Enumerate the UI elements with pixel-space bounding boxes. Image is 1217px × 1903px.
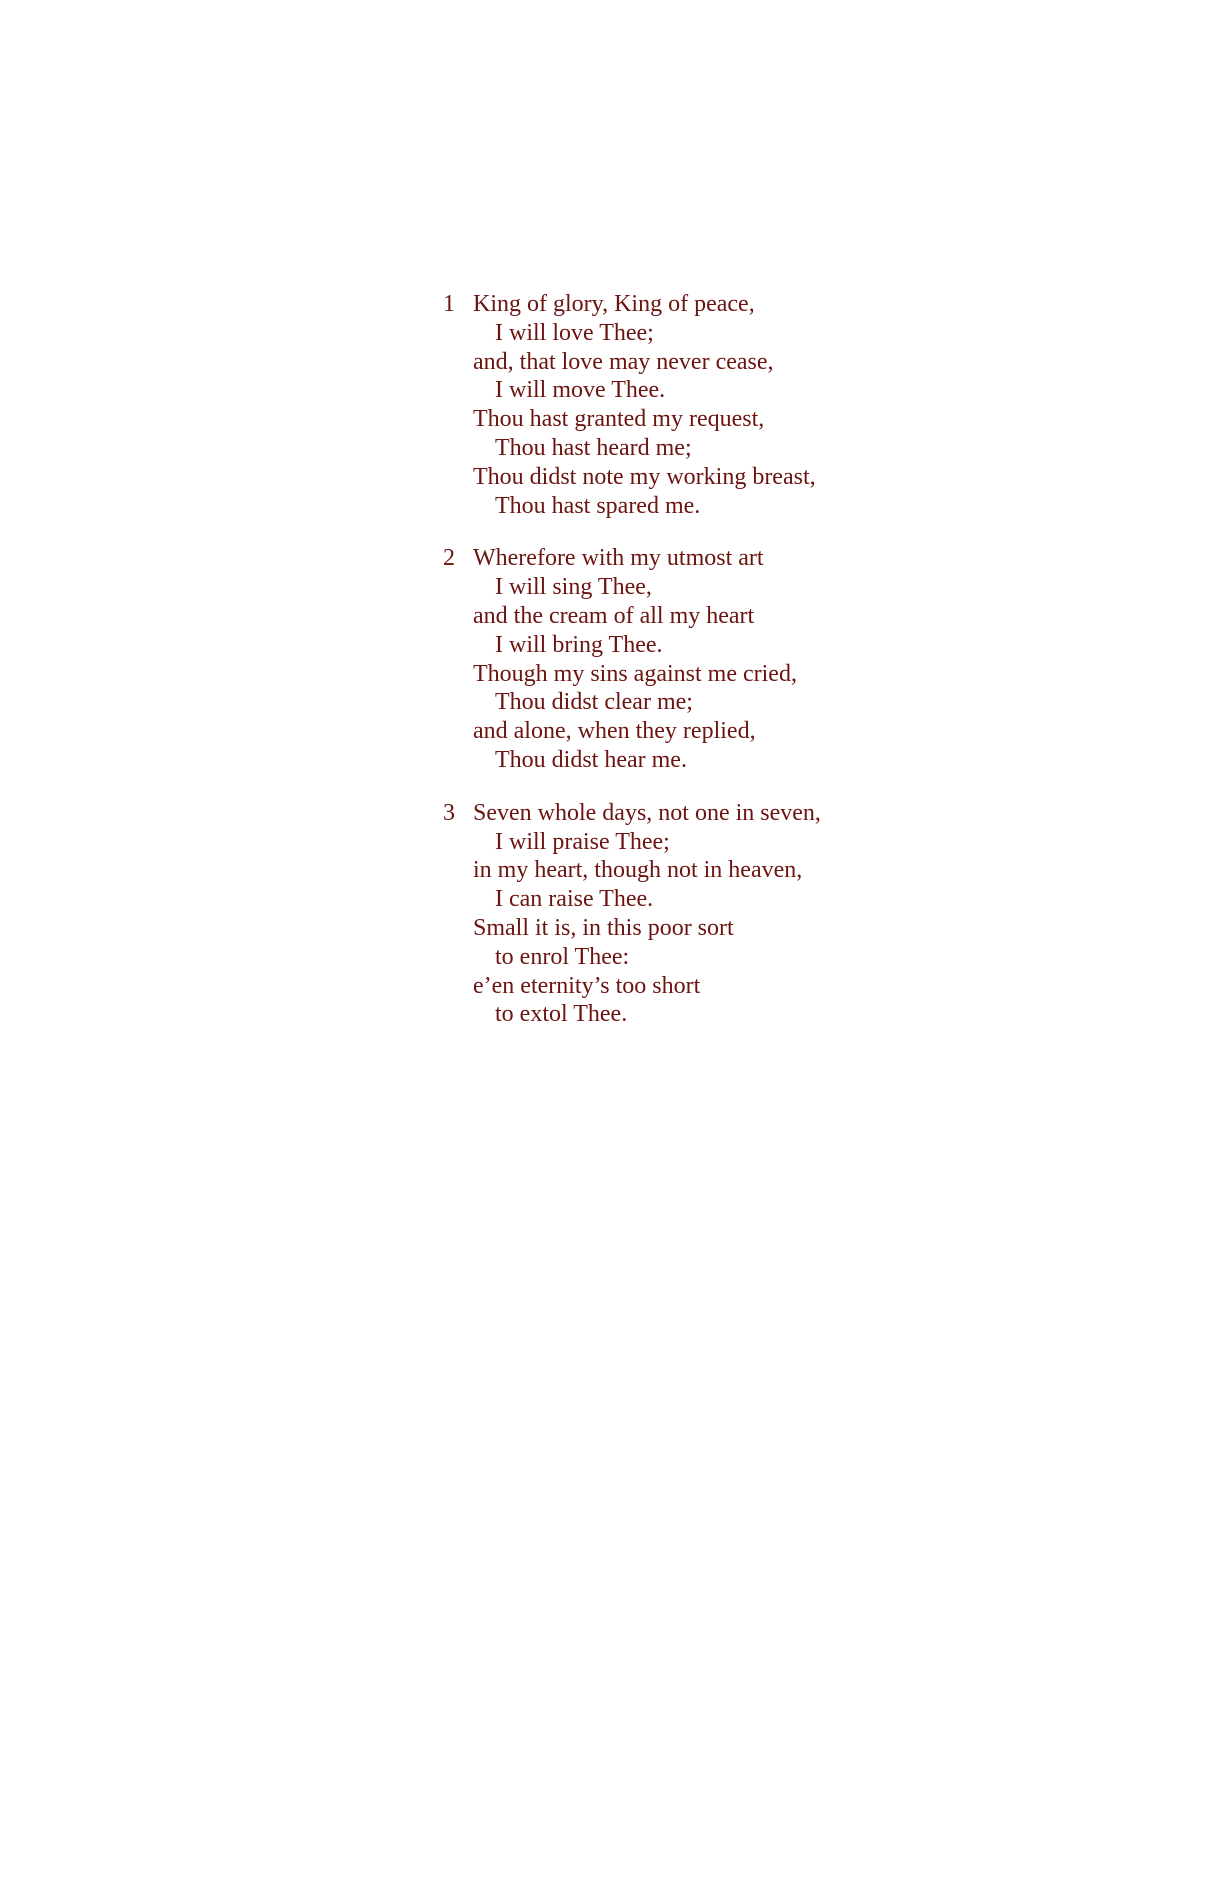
verse-line: Thou hast granted my request, (473, 406, 765, 433)
verse-line: Thou hast spared me. (495, 492, 701, 519)
verse-number: 3 (443, 799, 455, 826)
verse-line: to enrol Thee: (495, 943, 630, 970)
verse-3 (443, 799, 1003, 1029)
verse-number: 2 (443, 545, 455, 572)
verse-line: and the cream of all my heart (473, 602, 755, 629)
verse-line: Thou didst hear me. (495, 746, 687, 773)
verse-line: I can raise Thee. (495, 886, 654, 913)
verse-line: I will sing Thee, (495, 574, 652, 601)
verse-line: Though my sins against me cried, (473, 660, 797, 687)
verse-line: in my heart, though not in heaven, (473, 857, 803, 884)
verse-line: Wherefore with my utmost art (473, 545, 764, 572)
verse-line: Thou didst clear me; (495, 689, 693, 716)
verse-line: King of glory, King of peace, (473, 291, 755, 317)
verse-lines (473, 799, 1003, 1029)
verse-line: Small it is, in this poor sort (473, 914, 734, 941)
verse-line: I will love Thee; (495, 319, 654, 346)
verse-line: Thou hast heard me; (495, 434, 692, 461)
verse-line: I will move Thee. (495, 377, 666, 404)
hymn-text (443, 290, 1003, 1053)
verse-line: and, that love may never cease, (473, 348, 774, 375)
verse-line: and alone, when they replied, (473, 718, 756, 745)
verse-line: I will praise Thee; (495, 828, 670, 855)
verse-line: I will bring Thee. (495, 631, 663, 658)
verse-line: e’en eternity’s too short (473, 972, 701, 999)
verse-2 (443, 544, 1003, 774)
verse-line: Seven whole days, not one in seven, (473, 799, 821, 826)
verse-number: 1 (443, 291, 455, 317)
verse-1 (443, 290, 1003, 520)
verse-line: Thou didst note my working breast, (473, 463, 816, 490)
verse-line: to extol Thee. (495, 1001, 628, 1028)
verse-lines (473, 544, 1003, 774)
verse-lines (473, 290, 1003, 520)
